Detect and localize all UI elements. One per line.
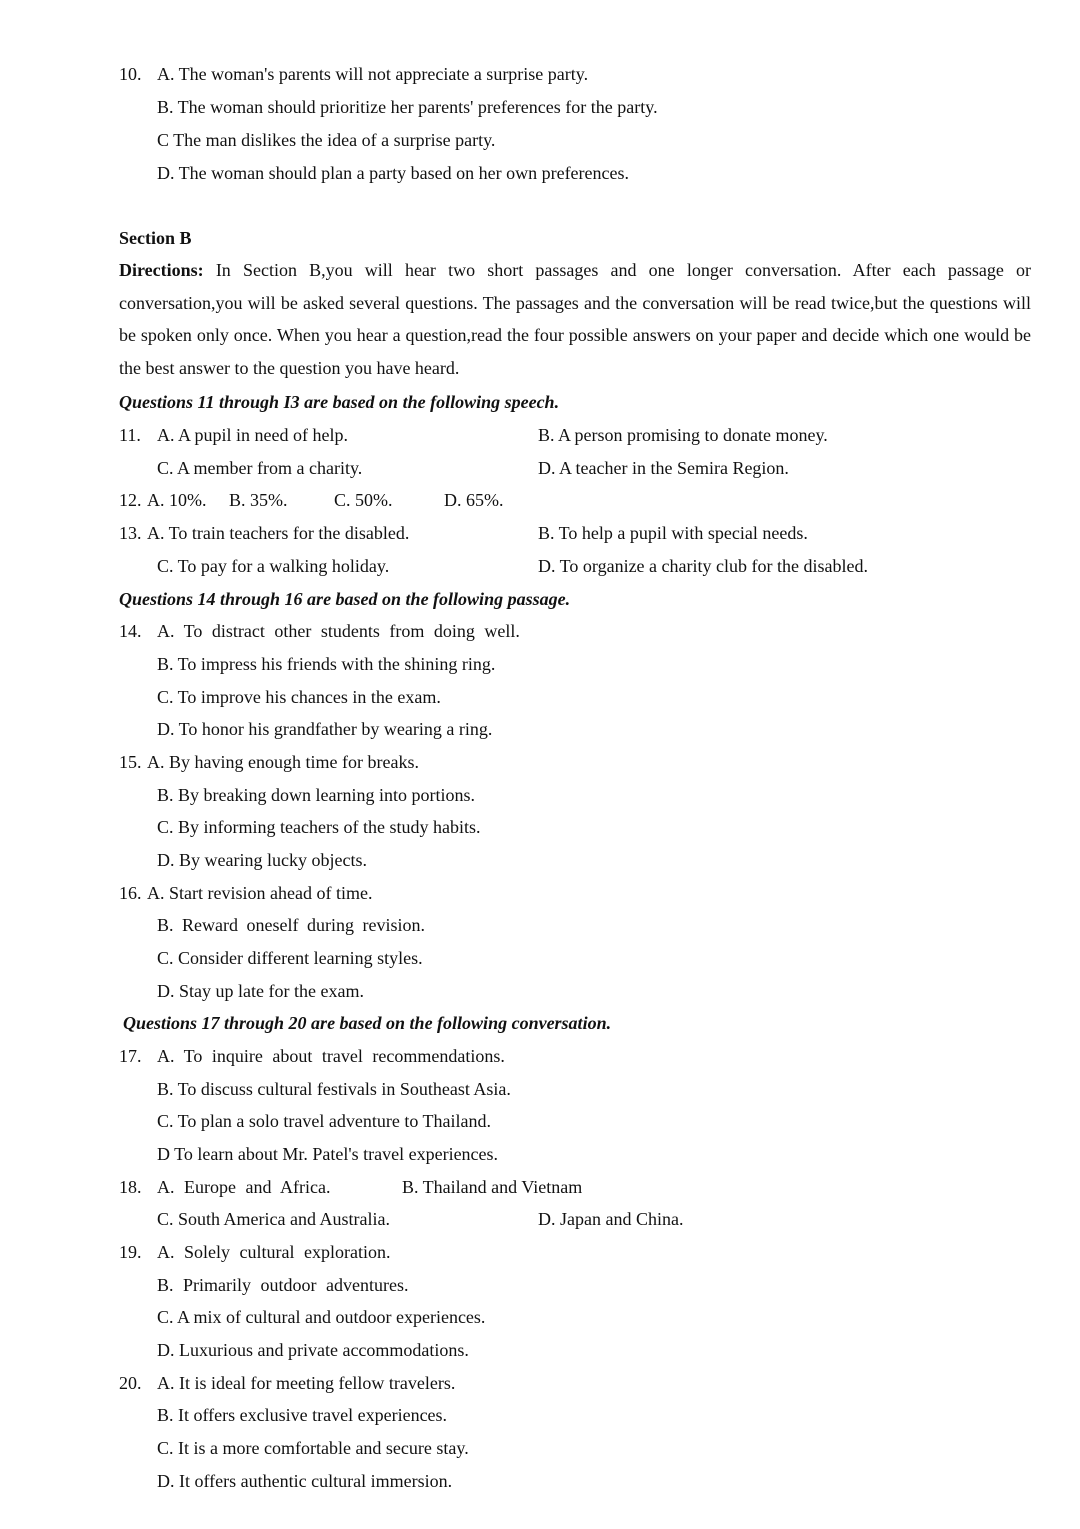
option-a: A. To distract other students from doing well. bbox=[157, 621, 520, 641]
option-a: A. A pupil in need of help. bbox=[157, 425, 348, 445]
group-heading: Questions 14 through 16 are based on the following passage. bbox=[119, 589, 571, 609]
option-b: B. It offers exclusive travel experiences. bbox=[157, 1405, 448, 1425]
option-c: C. Consider different learning styles. bbox=[157, 948, 423, 968]
option-b: B. Primarily outdoor adventures. bbox=[157, 1275, 409, 1295]
directions-paragraph bbox=[119, 254, 1031, 385]
option-a: A. To inquire about travel recommendations. bbox=[157, 1046, 505, 1066]
option-c: C. South America and Australia. bbox=[157, 1209, 390, 1229]
option-d: D. To honor his grandfather by wearing a ring. bbox=[157, 719, 493, 739]
option-d: D. By wearing lucky objects. bbox=[157, 850, 367, 870]
section-title: Section B bbox=[119, 228, 192, 248]
option-b: B. Thailand and Vietnam bbox=[402, 1177, 583, 1197]
question-number: 13. bbox=[119, 523, 142, 543]
option-b: B. 35%. bbox=[229, 490, 288, 510]
question-number: 12. bbox=[119, 490, 142, 510]
option-d: D. Luxurious and private accommodations. bbox=[157, 1340, 469, 1360]
option-c: C The man dislikes the idea of a surprise party. bbox=[157, 130, 496, 150]
question-number: 17. bbox=[119, 1046, 142, 1066]
option-a: A. The woman's parents will not appreciate a surprise party. bbox=[157, 64, 589, 84]
option-c: C. To plan a solo travel adventure to Thailand. bbox=[157, 1111, 491, 1131]
question-number: 10. bbox=[119, 64, 142, 84]
option-d: D. 65%. bbox=[444, 490, 504, 510]
option-c: C. By informing teachers of the study habits. bbox=[157, 817, 481, 837]
group-heading: Questions 17 through 20 are based on the following conversation. bbox=[123, 1013, 612, 1033]
option-c: C. It is a more comfortable and secure stay. bbox=[157, 1438, 469, 1458]
option-d: D. To organize a charity club for the disabled. bbox=[538, 556, 868, 576]
option-a: A. It is ideal for meeting fellow travelers. bbox=[157, 1373, 456, 1393]
option-c: C. To improve his chances in the exam. bbox=[157, 687, 441, 707]
option-a: A. By having enough time for breaks. bbox=[147, 752, 419, 772]
option-a: A. To train teachers for the disabled. bbox=[147, 523, 410, 543]
question-number: 19. bbox=[119, 1242, 142, 1262]
option-a: A. Solely cultural exploration. bbox=[157, 1242, 391, 1262]
option-b: B. To help a pupil with special needs. bbox=[538, 523, 808, 543]
option-b: B. By breaking down learning into portions. bbox=[157, 785, 475, 805]
option-b: B. A person promising to donate money. bbox=[538, 425, 828, 445]
question-number: 18. bbox=[119, 1177, 142, 1197]
option-c: C. To pay for a walking holiday. bbox=[157, 556, 390, 576]
option-b: B. The woman should prioritize her parents' preferences for the party. bbox=[157, 97, 658, 117]
question-number: 15. bbox=[119, 752, 142, 772]
option-d: D. The woman should plan a party based on her own preferences. bbox=[157, 163, 630, 183]
option-a: A. Europe and Africa. bbox=[157, 1177, 331, 1197]
option-a: A. 10%. bbox=[147, 490, 207, 510]
option-c: C. A member from a charity. bbox=[157, 458, 363, 478]
question-number: 20. bbox=[119, 1373, 142, 1393]
option-d: D To learn about Mr. Patel's travel experiences. bbox=[157, 1144, 499, 1164]
question-number: 14. bbox=[119, 621, 142, 641]
directions-text: In Section B,you will hear two short passages and one longer conversation. After each passage or conversation,you will be asked several questions. The passages and the conversation will be read twice,but the questions will be spoken only once. When you hear a question,read the four possible answers on your paper and decide which one would be the best answer to the question you have heard. bbox=[119, 260, 1031, 379]
option-b: B. To impress his friends with the shining ring. bbox=[157, 654, 496, 674]
option-d: D. Japan and China. bbox=[538, 1209, 684, 1229]
option-a: A. Start revision ahead of time. bbox=[147, 883, 373, 903]
option-d: D. A teacher in the Semira Region. bbox=[538, 458, 789, 478]
option-d: D. It offers authentic cultural immersion. bbox=[157, 1471, 453, 1491]
question-number: 16. bbox=[119, 883, 142, 903]
option-b: B. Reward oneself during revision. bbox=[157, 915, 425, 935]
option-c: C. A mix of cultural and outdoor experiences. bbox=[157, 1307, 486, 1327]
group-heading: Questions 11 through I3 are based on the following speech. bbox=[119, 392, 560, 412]
question-number: 11. bbox=[119, 425, 141, 445]
option-d: D. Stay up late for the exam. bbox=[157, 981, 364, 1001]
option-b: B. To discuss cultural festivals in Southeast Asia. bbox=[157, 1079, 511, 1099]
directions-label: Directions: bbox=[119, 260, 204, 280]
option-c: C. 50%. bbox=[334, 490, 393, 510]
